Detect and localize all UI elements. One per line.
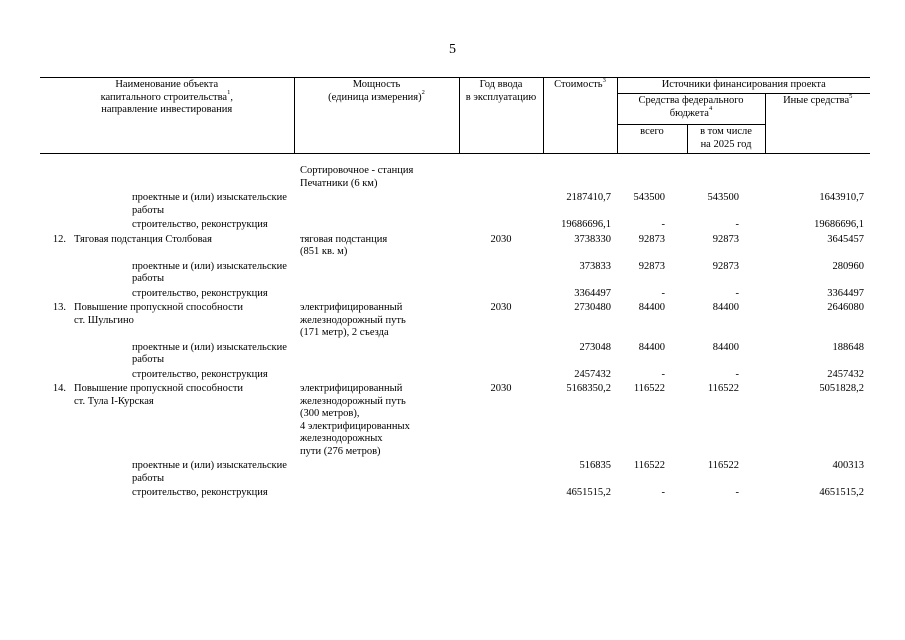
row-number [40, 287, 72, 302]
row-capacity: Сортировочное - станция Печатники (6 км) [300, 165, 414, 189]
row-number [40, 260, 72, 287]
row-capacity: электрифицированный железнодорожный путь (171 метр), 2 съезда [300, 302, 406, 338]
row-name: проектные и (или) изыскательские работы [132, 260, 287, 284]
row-name: строительство, реконструкция [132, 287, 268, 299]
row-capacity: тяговая подстанция (851 кв. м) [300, 233, 388, 257]
table-row [40, 382, 870, 459]
table-row [40, 164, 870, 191]
table-row [40, 191, 870, 218]
row-year: 2030 [490, 233, 512, 245]
row-year [459, 459, 543, 486]
row-federal-2025: 92873 [712, 233, 739, 245]
row-capacity [294, 368, 459, 383]
row-capacity [294, 287, 459, 302]
row-federal-2025 [687, 164, 765, 191]
row-name: строительство, реконструкция [132, 368, 268, 380]
row-other-funds: 2457432 [827, 368, 864, 380]
row-federal-total: 84400 [638, 341, 665, 353]
row-capacity [294, 191, 459, 218]
header-total: всего [617, 125, 687, 154]
table-row [40, 459, 870, 486]
row-cost: 4651515,2 [566, 487, 611, 498]
row-federal-total: 116522 [633, 383, 665, 394]
row-capacity [294, 459, 459, 486]
header-in-2025: в том числе на 2025 год [687, 125, 765, 154]
row-name: строительство, реконструкция [132, 219, 268, 230]
table-row [40, 233, 870, 260]
table-body [40, 154, 870, 501]
row-federal-total: 92873 [638, 233, 665, 245]
investment-table [40, 77, 870, 501]
page-number: 5 [449, 42, 456, 57]
row-federal-2025: - [735, 219, 739, 230]
row-year [459, 191, 543, 218]
row-cost: 2457432 [574, 368, 611, 380]
row-number [40, 341, 72, 368]
row-year: 2030 [490, 302, 512, 313]
row-name: Повышение пропускной способности ст. Шульгино [74, 302, 244, 326]
table-row [40, 341, 870, 368]
row-other-funds: 1643910,7 [819, 192, 864, 203]
header-capacity: Мощность (единица измерения)$^2$ [294, 78, 459, 154]
row-federal-total: - [661, 368, 665, 380]
row-other-funds: 3645457 [827, 233, 864, 245]
row-name: проектные и (или) изыскательские работы [132, 460, 287, 484]
row-number: 13. [52, 302, 66, 313]
row-other-funds: 4651515,2 [819, 487, 864, 498]
row-other-funds: 2646080 [827, 302, 864, 313]
row-federal-2025: - [735, 487, 739, 498]
row-other-funds: 188648 [832, 341, 864, 353]
row-year [459, 218, 543, 233]
row-federal-total [617, 164, 687, 191]
row-name: строительство, реконструкция [132, 487, 268, 498]
row-other-funds: 400313 [832, 460, 864, 471]
table-row [40, 287, 870, 302]
row-federal-2025: - [735, 368, 739, 380]
row-cost: 5168350,2 [566, 383, 611, 394]
row-federal-total: - [661, 219, 665, 230]
row-federal-total: 543500 [633, 192, 665, 203]
row-federal-total: - [661, 487, 665, 498]
row-cost: 2730480 [574, 302, 611, 313]
row-cost: 516835 [579, 460, 611, 471]
table-header [40, 78, 870, 154]
row-capacity [294, 260, 459, 287]
row-federal-2025: 84400 [712, 341, 739, 353]
row-cost: 373833 [579, 260, 611, 272]
row-name: проектные и (или) изыскательские работы [132, 341, 287, 365]
row-federal-2025: - [735, 287, 739, 299]
row-year [459, 287, 543, 302]
row-number [40, 486, 72, 501]
row-number: 14. [52, 383, 66, 394]
row-number [40, 459, 72, 486]
row-other-funds: 5051828,2 [819, 383, 864, 394]
row-name: Повышение пропускной способности ст. Тула I-Курская [74, 383, 244, 407]
row-name: Тяговая подстанция Столбовая [74, 233, 212, 245]
row-cost: 273048 [579, 341, 611, 353]
row-capacity: электрифицированный железнодорожный путь (300 метров), 4 электрифицированных железнодорожных пути (276 метров) [300, 383, 410, 457]
header-year: Год ввода в эксплуатацию [459, 78, 543, 154]
row-cost [543, 164, 617, 191]
row-cost: 19686696,1 [561, 219, 611, 230]
header-sources: Источники финансирования проекта [617, 78, 870, 94]
row-federal-2025: 92873 [712, 260, 739, 272]
row-cost: 3364497 [574, 287, 611, 299]
row-year [459, 486, 543, 501]
row-number [40, 164, 72, 191]
row-capacity [294, 218, 459, 233]
row-capacity [294, 486, 459, 501]
row-federal-total: 92873 [638, 260, 665, 272]
row-number [40, 368, 72, 383]
row-federal-2025: 116522 [707, 383, 739, 394]
header-cost: Стоимость$^3$ [543, 78, 617, 154]
table-row [40, 486, 870, 501]
row-name [72, 164, 294, 191]
row-other-funds: 280960 [832, 260, 864, 272]
row-other-funds [765, 164, 870, 191]
table-row [40, 260, 870, 287]
table-row [40, 301, 870, 341]
row-year [459, 260, 543, 287]
row-federal-total: - [661, 287, 665, 299]
row-other-funds: 3364497 [827, 287, 864, 299]
row-federal-total: 116522 [633, 460, 665, 471]
row-federal-2025: 116522 [707, 460, 739, 471]
row-federal-2025: 84400 [712, 302, 739, 313]
row-other-funds: 19686696,1 [814, 219, 864, 230]
table-row [40, 218, 870, 233]
row-year [459, 164, 543, 191]
row-year: 2030 [490, 383, 512, 394]
table-row [40, 368, 870, 383]
header-federal: Средства федерального бюджета$^4$ [617, 94, 765, 125]
row-federal-2025: 543500 [707, 192, 739, 203]
row-capacity [294, 341, 459, 368]
row-name: проектные и (или) изыскательские работы [132, 192, 287, 216]
header-other: Иные средства$^5$ [765, 94, 870, 154]
row-cost: 3738330 [574, 233, 611, 245]
row-number: 12. [52, 233, 66, 245]
header-name: Наименование объекта капитального строительства$^1$, направление инвестирования [40, 78, 294, 154]
row-number [40, 218, 72, 233]
row-federal-total: 84400 [638, 302, 665, 313]
row-number [40, 191, 72, 218]
row-cost: 2187410,7 [566, 192, 611, 203]
row-year [459, 341, 543, 368]
row-year [459, 368, 543, 383]
